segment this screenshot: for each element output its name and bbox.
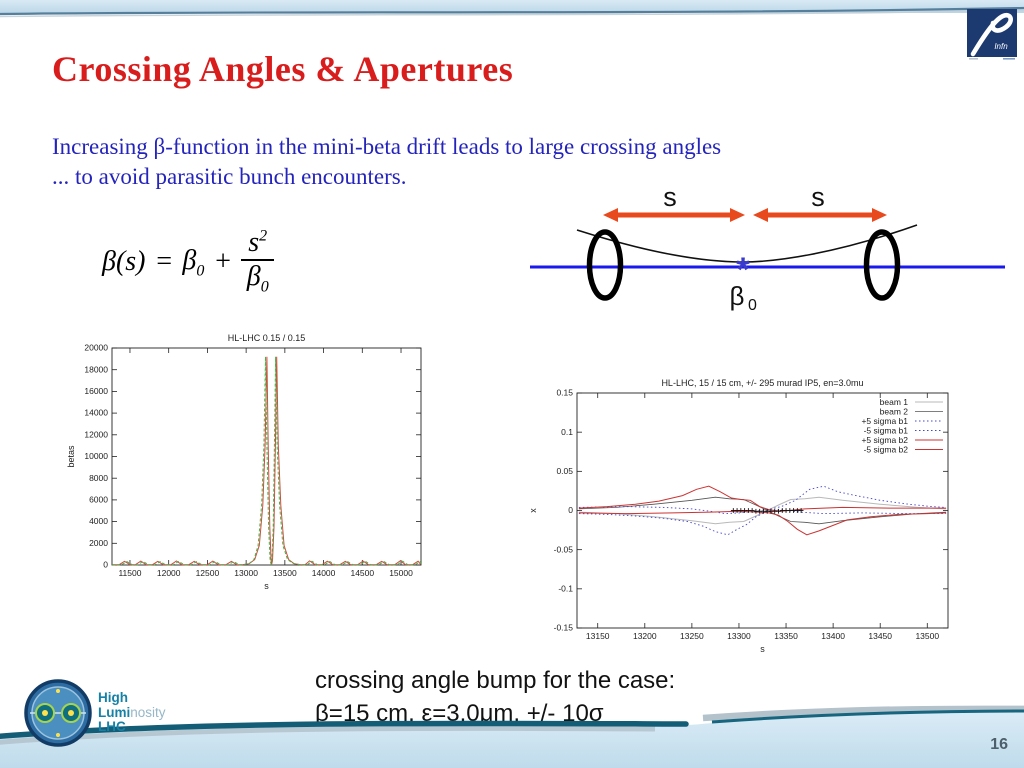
svg-text:13400: 13400 [821, 631, 845, 641]
svg-text:-0.15: -0.15 [553, 622, 573, 633]
svg-text:0.1: 0.1 [561, 426, 573, 437]
svg-text:13200: 13200 [632, 631, 657, 641]
svg-text:13350: 13350 [774, 631, 798, 641]
svg-text:+5 sigma b1: +5 sigma b1 [861, 416, 908, 426]
svg-text:10000: 10000 [84, 451, 108, 462]
hl-lhc-wordmark [98, 691, 166, 735]
svg-text:betas: betas [66, 445, 76, 468]
top-decoration-band [0, 0, 1024, 18]
aperture-chart [525, 378, 1003, 660]
caption-line-1: crossing angle bump for the case: [315, 667, 676, 694]
infn-small-print-right [1003, 58, 1015, 60]
beta-drift-diagram [525, 185, 1010, 315]
s-label-left: s [663, 185, 677, 212]
formula-plus: + [213, 246, 233, 278]
svg-text:13500: 13500 [915, 631, 940, 641]
svg-text:18000: 18000 [84, 364, 108, 375]
beta0-label: β [729, 281, 745, 311]
hl-word-high: High [98, 690, 128, 706]
caption-line-2: β=15 cm, ε=3.0μm, +/- 10σ [315, 700, 604, 727]
infn-script-text: Infn [994, 42, 1008, 51]
svg-text:11500: 11500 [118, 568, 142, 578]
svg-text:-0.05: -0.05 [553, 544, 573, 555]
svg-text:HL-LHC 0.15 / 0.15: HL-LHC 0.15 / 0.15 [227, 333, 306, 343]
svg-text:0.05: 0.05 [556, 465, 573, 476]
svg-text:4000: 4000 [89, 516, 108, 527]
svg-text:13450: 13450 [868, 631, 893, 641]
svg-text:13500: 13500 [273, 568, 297, 578]
svg-text:8000: 8000 [89, 472, 108, 483]
svg-text:beam 2: beam 2 [879, 406, 908, 417]
svg-text:16000: 16000 [84, 386, 108, 396]
svg-text:14500: 14500 [350, 568, 375, 578]
betas-chart [63, 330, 438, 592]
svg-text:14000: 14000 [84, 407, 108, 418]
svg-text:12000: 12000 [156, 568, 181, 578]
formula-beta0-term: $\beta_0$ [182, 244, 205, 280]
svg-text:13000: 13000 [234, 568, 258, 578]
aperture-ellipse-left [590, 232, 621, 298]
formula-numerator: $s^2$ [241, 228, 274, 261]
svg-text:beam 1: beam 1 [879, 397, 908, 407]
infn-small-print-left [969, 58, 978, 60]
s-label-right: s [811, 185, 825, 212]
hl-word-lhc: LHC [98, 719, 126, 735]
ip-asterisk: * [736, 251, 750, 289]
aperture-ellipse-right [867, 232, 898, 298]
intro-line-2: ... to avoid parasitic bunch encounters. [52, 164, 407, 189]
svg-text:14000: 14000 [311, 568, 336, 578]
svg-text:12000: 12000 [84, 429, 108, 440]
slide-title: Crossing Angles & Apertures [52, 49, 514, 89]
svg-text:12500: 12500 [195, 568, 220, 578]
svg-text:-5 sigma b1: -5 sigma b1 [863, 425, 908, 436]
svg-text:0.15: 0.15 [556, 387, 573, 398]
svg-text:13250: 13250 [680, 631, 704, 641]
formula-lhs: β(s) [102, 246, 146, 278]
svg-text:15000: 15000 [389, 568, 413, 578]
beta-formula [102, 228, 274, 297]
svg-text:13300: 13300 [727, 631, 751, 641]
hl-word-luminosity: Luminosity [98, 704, 166, 720]
intro-text [52, 132, 721, 192]
svg-text:+5 sigma b2: +5 sigma b2 [861, 435, 908, 445]
infn-logo [967, 9, 1017, 61]
page-number: 16 [990, 736, 1008, 753]
intro-line-1: Increasing β-function in the mini-beta drift leads to large crossing angles [52, 134, 722, 159]
svg-text:s: s [264, 581, 269, 591]
beta0-subscript: 0 [748, 297, 757, 314]
svg-text:x: x [528, 508, 538, 513]
svg-text:-0.1: -0.1 [558, 583, 573, 594]
formula-fraction [241, 228, 274, 297]
svg-text:0: 0 [568, 505, 573, 516]
svg-text:2000: 2000 [89, 537, 108, 548]
svg-text:s: s [760, 644, 765, 654]
hl-lhc-logo [22, 676, 202, 750]
svg-text:20000: 20000 [84, 342, 108, 353]
formula-denominator: $\beta_0$ [246, 261, 269, 296]
hl-lhc-emblem-icon [22, 677, 94, 749]
svg-text:0: 0 [103, 559, 108, 570]
svg-text:HL-LHC, 15 / 15 cm, +/- 295 mu: HL-LHC, 15 / 15 cm, +/- 295 murad IP5, en=3.0mu [661, 378, 864, 388]
svg-text:-5 sigma b2: -5 sigma b2 [863, 444, 908, 455]
svg-text:6000: 6000 [89, 494, 108, 505]
svg-text:13150: 13150 [585, 631, 610, 641]
formula-equals: = [154, 246, 174, 278]
